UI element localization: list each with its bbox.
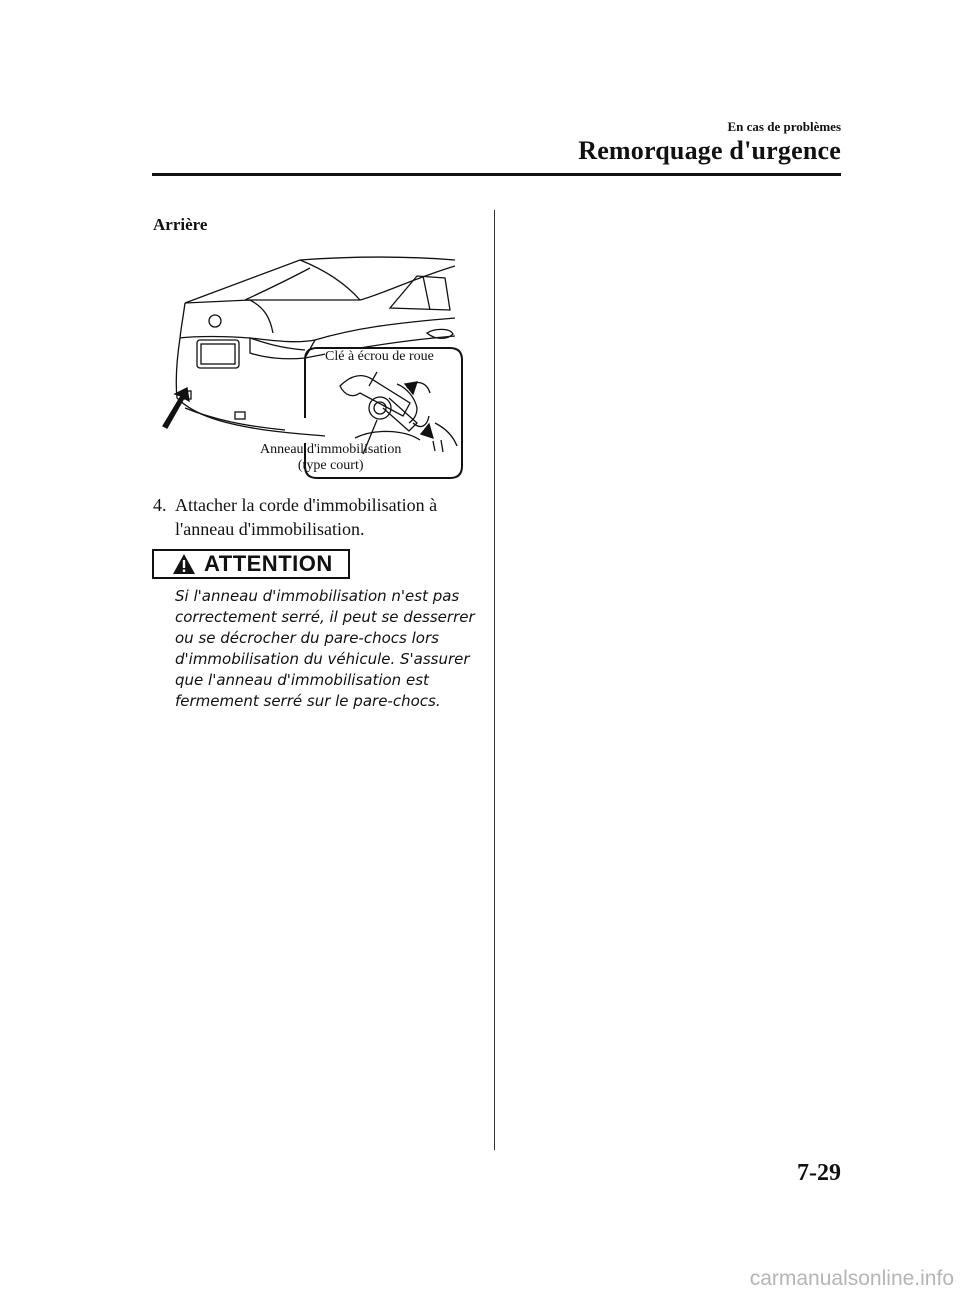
car-illustration: [155, 248, 465, 480]
label-wheel-nut-wrench: Clé à écrou de roue: [325, 349, 434, 364]
label-towing-hook: [260, 442, 401, 474]
label-towing-hook-line1: Anneau d'immobilisation: [260, 442, 402, 457]
warning-text: Si l'anneau d'immobilisation n'est pas correctement serré, il peut se desserrer ou se décrocher du pare-chocs lors d'immobilisation du véhicule. S'assurer que l'anneau d'immobilisation est fermement serré sur le pare-chocs.: [175, 587, 475, 710]
step-text: Attacher la corde d'immobilisation à l'anneau d'immobilisation.: [175, 495, 438, 539]
subheading-rear: Arrière: [153, 215, 208, 234]
warning-triangle-icon: [172, 553, 196, 575]
step-number: 4.: [153, 495, 167, 515]
warning-header-box: [152, 549, 350, 579]
header-rule: [152, 173, 841, 176]
warning-label: ATTENTION: [204, 551, 333, 576]
watermark: carmanualsonline.info: [749, 1267, 954, 1290]
page-number: 7-29: [797, 1160, 841, 1186]
page-title: Remorquage d'urgence: [578, 136, 841, 165]
chapter-label: En cas de problèmes: [727, 119, 841, 134]
column-divider: [494, 210, 495, 1150]
step-4: [153, 493, 473, 541]
label-towing-hook-line2: (type court): [297, 458, 364, 473]
